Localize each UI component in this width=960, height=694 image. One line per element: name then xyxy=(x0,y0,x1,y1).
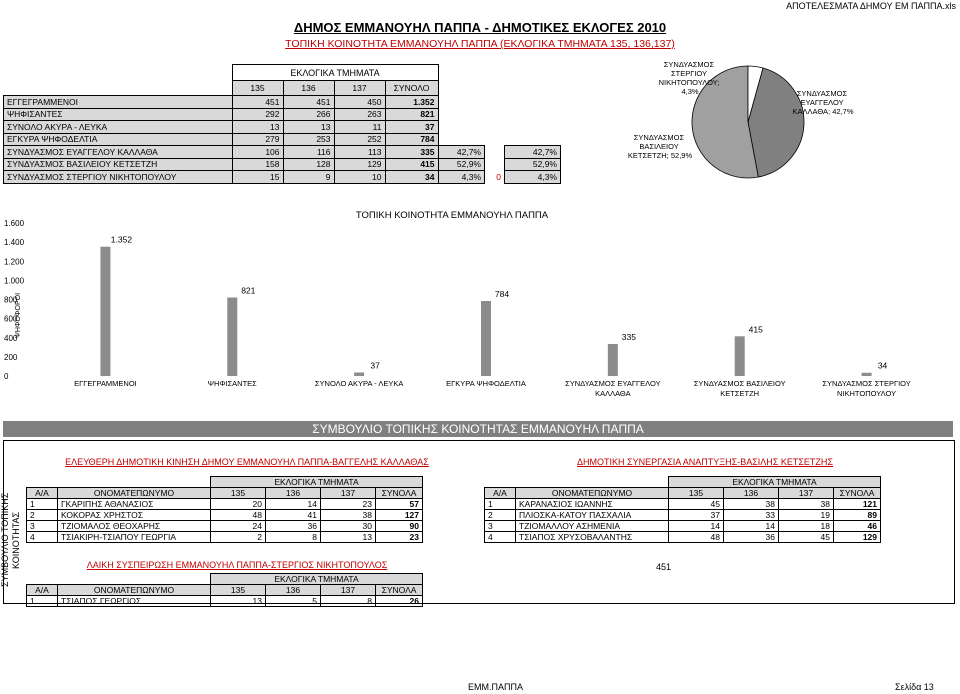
summary-pct: 52,9% xyxy=(438,158,485,171)
x-category-label: ΣΥΝΔΥΑΣΜΟΣ ΒΑΣΙΛΕΙΟΥ xyxy=(693,379,786,388)
footer-page: Σελίδα 13 xyxy=(895,682,934,692)
council-col-header: ΟΝΟΜΑΤΕΠΩΝΥΜΟ xyxy=(516,488,669,499)
council-row xyxy=(485,499,881,510)
council-cell: 90 xyxy=(376,521,423,532)
bar xyxy=(735,336,745,376)
summary-cell: 128 xyxy=(283,158,334,171)
council-cell: 30 xyxy=(321,521,376,532)
summary-row xyxy=(4,133,561,146)
council-cell: 45 xyxy=(779,532,834,543)
council-col-header: ΣΥΝΟΛΑ xyxy=(376,488,423,499)
bar-value-label: 1.352 xyxy=(110,234,133,245)
list1-name: ΕΛΕΥΘΕΡΗ ΔΗΜΟΤΙΚΗ ΚΙΝΗΣΗ ΔΗΜΟΥ ΕΜΜΑΝΟΥΗΛ ΠΑΠΠΑ-ΒΑΓΓΕΛΗΣ ΚΑΛΛΑΘΑΣ xyxy=(65,457,429,467)
summary-pct: 42,7% xyxy=(438,146,485,159)
y-tick-label: 1.400 xyxy=(4,238,25,248)
council-cell: 1 xyxy=(485,499,516,510)
council-cell: 26 xyxy=(376,596,423,607)
council-cell: ΠΛΙΟΣΚΑ-ΚΑΤΟΥ ΠΑΣΧΑΛΙΑ xyxy=(516,510,669,521)
council-cell: 38 xyxy=(321,510,376,521)
bar-value-label: 335 xyxy=(621,331,636,342)
council-cell: 129 xyxy=(834,532,881,543)
summary-group-header: ΕΚΛΟΓΙΚΑ ΤΜΗΜΑΤΑ xyxy=(232,65,438,81)
list3-table xyxy=(26,573,423,607)
council-cell: 57 xyxy=(376,499,423,510)
council-cell: 13 xyxy=(211,596,266,607)
list3-name: ΛΑΙΚΗ ΣΥΣΠΕΙΡΩΣΗ ΕΜΜΑΝΟΥΗΛ ΠΑΠΠΑ-ΣΤΕΡΓΙΟΣ ΝΙΚΗΤΟΠΟΥΛΟΣ xyxy=(86,560,388,570)
council-col-header: Α/Α xyxy=(485,488,516,499)
council-cell: 36 xyxy=(266,521,321,532)
bar-chart xyxy=(0,200,960,410)
summary-cell: 9 xyxy=(283,171,334,184)
council-side-label xyxy=(0,480,21,600)
x-category-label: ΝΙΚΗΤΟΠΟΥΛΟΥ xyxy=(837,389,897,398)
summary-cell: 106 xyxy=(232,146,283,159)
summary-cell: 784 xyxy=(385,133,438,146)
summary-row xyxy=(4,108,561,121)
page-title: ΔΗΜΟΣ ΕΜΜΑΝΟΥΗΛ ΠΑΠΠΑ - ΔΗΜΟΤΙΚΕΣ ΕΚΛΟΓΕΣ 2010 xyxy=(293,20,667,35)
pie-label-ketsetzi-2: ΒΑΣΙΛΕΙΟΥ xyxy=(639,142,679,151)
x-category-label: ΕΓΓΕΓΡΑΜΜΕΝΟΙ xyxy=(74,379,137,388)
x-category-label: ΣΥΝΟΛΟ ΑΚΥΡΑ - ΛΕΥΚΑ xyxy=(314,379,404,388)
council-cell: 3 xyxy=(27,521,58,532)
summary-row xyxy=(4,171,561,184)
council-col-header: 137 xyxy=(321,585,376,596)
council-cell: 45 xyxy=(669,499,724,510)
council-cell: 38 xyxy=(724,499,779,510)
summary-pct-2: 52,9% xyxy=(505,158,561,171)
summary-cell: 158 xyxy=(232,158,283,171)
bar-value-label: 821 xyxy=(241,285,256,296)
bar xyxy=(608,344,618,376)
council-col-header: 137 xyxy=(779,488,834,499)
summary-row-label: ΣΥΝΔΥΑΣΜΟΣ ΒΑΣΙΛΕΙΟΥ ΚΕΤΣΕΤΖΗ xyxy=(4,158,233,171)
council-row xyxy=(27,596,423,607)
council-row xyxy=(485,510,881,521)
council-row xyxy=(27,510,423,521)
x-category-label: ΣΥΝΔΥΑΣΜΟΣ ΕΥΑΓΓΕΛΟΥ xyxy=(565,379,661,388)
council-cell: 14 xyxy=(669,521,724,532)
summary-cell: 37 xyxy=(385,121,438,134)
council-cell: ΤΣΙΑΠΟΣ ΓΕΩΡΓΙΟΣ xyxy=(58,596,211,607)
summary-table xyxy=(3,64,561,184)
council-group-header: ΕΚΛΟΓΙΚΑ ΤΜΗΜΑΤΑ xyxy=(211,477,423,488)
council-col-header: ΣΥΝΟΛΑ xyxy=(376,585,423,596)
summary-cell: 279 xyxy=(232,133,283,146)
summary-cell: 253 xyxy=(283,133,334,146)
summary-cell: 266 xyxy=(283,108,334,121)
council-cell: 1 xyxy=(27,596,58,607)
council-cell: 36 xyxy=(724,532,779,543)
summary-row-label: ΣΥΝΔΥΑΣΜΟΣ ΕΥΑΓΓΕΛΟΥ ΚΑΛΛΑΘΑ xyxy=(4,146,233,159)
summary-cell: 11 xyxy=(334,121,385,134)
y-tick-label: 1.000 xyxy=(4,276,25,286)
summary-row xyxy=(4,146,561,159)
council-cell: 14 xyxy=(266,499,321,510)
summary-cell: 1.352 xyxy=(385,96,438,109)
council-cell: 1 xyxy=(27,499,58,510)
council-col-header: Α/Α xyxy=(27,488,58,499)
y-tick-label: 400 xyxy=(4,333,18,343)
bar xyxy=(481,301,491,376)
council-cell: ΚΟΚΟΡΑΣ ΧΡΗΣΤΟΣ xyxy=(58,510,211,521)
council-cell: 3 xyxy=(485,521,516,532)
bar-chart-ylabel: ΨΗΦΟΦΟΡΟΙ xyxy=(15,292,22,338)
summary-cell: 129 xyxy=(334,158,385,171)
pie-label-kallatha-3: ΚΑΛΛΑΘΑ; 42,7% xyxy=(792,107,854,116)
council-cell: 4 xyxy=(27,532,58,543)
council-cell: 13 xyxy=(321,532,376,543)
council-cell: 23 xyxy=(321,499,376,510)
pie-label-kallatha-2: ΕΥΑΓΓΕΛΟΥ xyxy=(800,98,844,107)
svg-text:ΣΥΝΔΥΑΣΜΟΣ ΒΑΣΙΛΕΙΟΥ Κ xyxy=(628,133,693,160)
council-title: ΣΥΜΒΟΥΛΙΟ ΤΟΠΙΚΗΣ ΚΟΙΝΟΤΗΤΑΣ ΕΜΜΑΝΟΥΗΛ ΠΑΠΠΑ xyxy=(3,421,953,437)
summary-cell: 451 xyxy=(283,96,334,109)
summary-cell: 10 xyxy=(334,171,385,184)
summary-cell: 292 xyxy=(232,108,283,121)
council-side-label-1: ΣΥΜΒΟΥΛΙΟ ΤΟΠΙΚΗΣ xyxy=(0,492,10,588)
pie-chart xyxy=(540,60,960,190)
council-cell: ΤΖΙΟΜΑΛΛΟΥ ΑΣΗΜΕΝΙΑ xyxy=(516,521,669,532)
y-tick-label: 800 xyxy=(4,295,18,305)
footer-center: ΕΜΜ.ΠΑΠΠΑ xyxy=(468,682,524,692)
page-subtitle: ΤΟΠΙΚΗ ΚΟΙΝΟΤΗΤΑ ΕΜΜΑΝΟΥΗΛ ΠΑΠΠΑ (ΕΚΛΟΓΙΚΑ ΤΜΗΜΑΤΑ 135, 136,137) xyxy=(285,38,675,50)
council-row xyxy=(27,499,423,510)
x-category-label: ΚΕΤΣΕΤΖΗ xyxy=(720,389,760,398)
council-cell: 23 xyxy=(376,532,423,543)
council-cell: 46 xyxy=(834,521,881,532)
x-category-label: ΣΥΝΔΥΑΣΜΟΣ ΣΤΕΡΓΙΟΥ xyxy=(822,379,911,388)
bar-value-label: 784 xyxy=(494,289,510,300)
council-cell: 89 xyxy=(834,510,881,521)
council-group-header: ΕΚΛΟΓΙΚΑ ΤΜΗΜΑΤΑ xyxy=(669,477,881,488)
council-cell: 8 xyxy=(266,532,321,543)
council-cell: 121 xyxy=(834,499,881,510)
stray-value: 451 xyxy=(656,562,672,572)
summary-cell: 821 xyxy=(385,108,438,121)
summary-cell: 450 xyxy=(334,96,385,109)
council-cell: 24 xyxy=(211,521,266,532)
summary-col-137: 137 xyxy=(334,81,385,96)
summary-row-label: ΣΥΝΟΛΟ ΑΚΥΡΑ - ΛΕΥΚΑ xyxy=(4,121,233,134)
council-cell: 48 xyxy=(211,510,266,521)
council-col-header: ΣΥΝΟΛΑ xyxy=(834,488,881,499)
x-category-label: ΚΑΛΛΑΘΑ xyxy=(595,389,631,398)
council-cell: 2 xyxy=(211,532,266,543)
y-tick-label: 1.600 xyxy=(4,219,25,228)
summary-row-label: ΣΥΝΔΥΑΣΜΟΣ ΣΤΕΡΓΙΟΥ ΝΙΚΗΤΟΠΟΥΛΟΥ xyxy=(4,171,233,184)
council-row xyxy=(27,532,423,543)
council-col-header: 135 xyxy=(669,488,724,499)
council-cell: ΤΖΙΟΜΑΛΟΣ ΘΕΟΧΑΡΗΣ xyxy=(58,521,211,532)
council-col-header: 136 xyxy=(266,488,321,499)
council-col-header: 137 xyxy=(321,488,376,499)
council-cell: 38 xyxy=(779,499,834,510)
council-row xyxy=(485,521,881,532)
council-col-header: 136 xyxy=(724,488,779,499)
bar-value-label: 415 xyxy=(748,324,763,335)
pie-label-ketsetzi-3: ΚΕΤΣΕΤΖΗ; 52,9% xyxy=(627,151,693,160)
bar-value-label: 34 xyxy=(877,360,888,371)
list1-table xyxy=(26,476,423,543)
summary-cell: 13 xyxy=(232,121,283,134)
council-row xyxy=(27,521,423,532)
council-col-header: 135 xyxy=(211,585,266,596)
council-side-label-2: ΚΟΙΝΟΤΗΤΑΣ xyxy=(11,511,21,569)
bar xyxy=(354,372,364,376)
summary-cell: 34 xyxy=(385,171,438,184)
bar-value-label: 37 xyxy=(370,360,380,371)
council-col-header: ΟΝΟΜΑΤΕΠΩΝΥΜΟ xyxy=(58,585,211,596)
council-cell: 18 xyxy=(779,521,834,532)
council-cell: 19 xyxy=(779,510,834,521)
summary-cell: 451 xyxy=(232,96,283,109)
x-category-label: ΕΓΚΥΡΑ ΨΗΦΟΔΕΛΤΙΑ xyxy=(446,379,526,388)
summary-cell: 15 xyxy=(232,171,283,184)
summary-row-label: ΕΓΓΕΓΡΑΜΜΕΝΟΙ xyxy=(4,96,233,109)
summary-cell: 335 xyxy=(385,146,438,159)
council-col-header: 135 xyxy=(211,488,266,499)
bar-chart-title: ΤΟΠΙΚΗ ΚΟΙΝΟΤΗΤΑ ΕΜΜΑΝΟΥΗΛ ΠΑΠΠΑ xyxy=(355,210,549,221)
summary-row-label: ΨΗΦΙΣΑΝΤΕΣ xyxy=(4,108,233,121)
summary-col-136: 136 xyxy=(283,81,334,96)
summary-cell: 263 xyxy=(334,108,385,121)
council-cell: ΚΑΡΑΝΑΣΙΟΣ ΙΩΑΝΝΗΣ xyxy=(516,499,669,510)
summary-row xyxy=(4,121,561,134)
council-cell: 2 xyxy=(485,510,516,521)
council-cell: 5 xyxy=(266,596,321,607)
pie-label-stergiou-2: ΣΤΕΡΓΙΟΥ xyxy=(671,69,707,78)
list2-table xyxy=(484,476,881,543)
council-cell: 48 xyxy=(669,532,724,543)
council-cell: 8 xyxy=(321,596,376,607)
pie-label-kallatha-1: ΣΥΝΔΥΑΣΜΟΣ xyxy=(796,89,848,98)
bar xyxy=(862,373,872,376)
bar xyxy=(227,297,237,376)
y-tick-label: 0 xyxy=(4,372,9,381)
council-cell: 37 xyxy=(669,510,724,521)
summary-cell: 252 xyxy=(334,133,385,146)
summary-pct-2: 42,7% xyxy=(505,146,561,159)
list2-name: ΔΗΜΟΤΙΚΗ ΣΥΝΕΡΓΑΣΙΑ ΑΝΑΠΤΥΞΗΣ-ΒΑΣΙΛΗΣ ΚΕΤΣΕΤΖΗΣ xyxy=(577,457,833,467)
y-tick-label: 600 xyxy=(4,314,18,324)
council-col-header: ΟΝΟΜΑΤΕΠΩΝΥΜΟ xyxy=(58,488,211,499)
summary-cell: 116 xyxy=(283,146,334,159)
summary-cell: 415 xyxy=(385,158,438,171)
bar xyxy=(100,247,110,376)
summary-row xyxy=(4,96,561,109)
council-group-header: ΕΚΛΟΓΙΚΑ ΤΜΗΜΑΤΑ xyxy=(211,574,423,585)
summary-col-total: ΣΥΝΟΛΟ xyxy=(385,81,438,96)
council-cell: 2 xyxy=(27,510,58,521)
file-name: ΑΠΟΤΕΛΕΣΜΑΤΑ ΔΗΜΟΥ ΕΜ ΠΑΠΠΑ.xls xyxy=(786,1,956,11)
council-col-header: Α/Α xyxy=(27,585,58,596)
summary-cell: 113 xyxy=(334,146,385,159)
summary-col-135: 135 xyxy=(232,81,283,96)
x-category-label: ΨΗΦΙΣΑΝΤΕΣ xyxy=(207,379,257,388)
summary-zero: 0 xyxy=(496,171,501,182)
pie-label-stergiou-4: 4,3% xyxy=(681,87,699,96)
council-cell: ΤΣΙΑΠΟΣ ΧΡΥΣΟΒΑΛΑΝΤΗΣ xyxy=(516,532,669,543)
council-col-header: 136 xyxy=(266,585,321,596)
y-tick-label: 200 xyxy=(4,352,18,362)
pie-label-stergiou-1: ΣΥΝΔΥΑΣΜΟΣ xyxy=(663,60,715,69)
council-cell: 4 xyxy=(485,532,516,543)
pie-label-stergiou-3: ΝΙΚΗΤΟΠΟΥΛΟΥ; xyxy=(658,78,720,87)
summary-pct-2: 4,3% xyxy=(505,171,561,184)
pie-label-ketsetzi-1: ΣΥΝΔΥΑΣΜΟΣ xyxy=(633,133,685,142)
summary-row-label: ΕΓΚΥΡΑ ΨΗΦΟΔΕΛΤΙΑ xyxy=(4,133,233,146)
council-cell: 127 xyxy=(376,510,423,521)
council-cell: 20 xyxy=(211,499,266,510)
council-cell: ΤΣΙΑΚΙΡΗ-ΤΣΙΑΠΟΥ ΓΕΩΡΓΙΑ xyxy=(58,532,211,543)
summary-row xyxy=(4,158,561,171)
y-tick-label: 1.200 xyxy=(4,257,25,267)
summary-pct: 4,3% xyxy=(438,171,485,184)
council-row xyxy=(485,532,881,543)
summary-cell: 13 xyxy=(283,121,334,134)
council-cell: 41 xyxy=(266,510,321,521)
svg-text:ΣΥΝΔΥΑΣΜΟΣ ΕΥΑΓΓΕΛΟΥ Κ xyxy=(792,89,853,116)
council-cell: ΓΚΑΡΙΠΗΣ ΑΘΑΝΑΣΙΟΣ xyxy=(58,499,211,510)
council-cell: 14 xyxy=(724,521,779,532)
council-cell: 33 xyxy=(724,510,779,521)
